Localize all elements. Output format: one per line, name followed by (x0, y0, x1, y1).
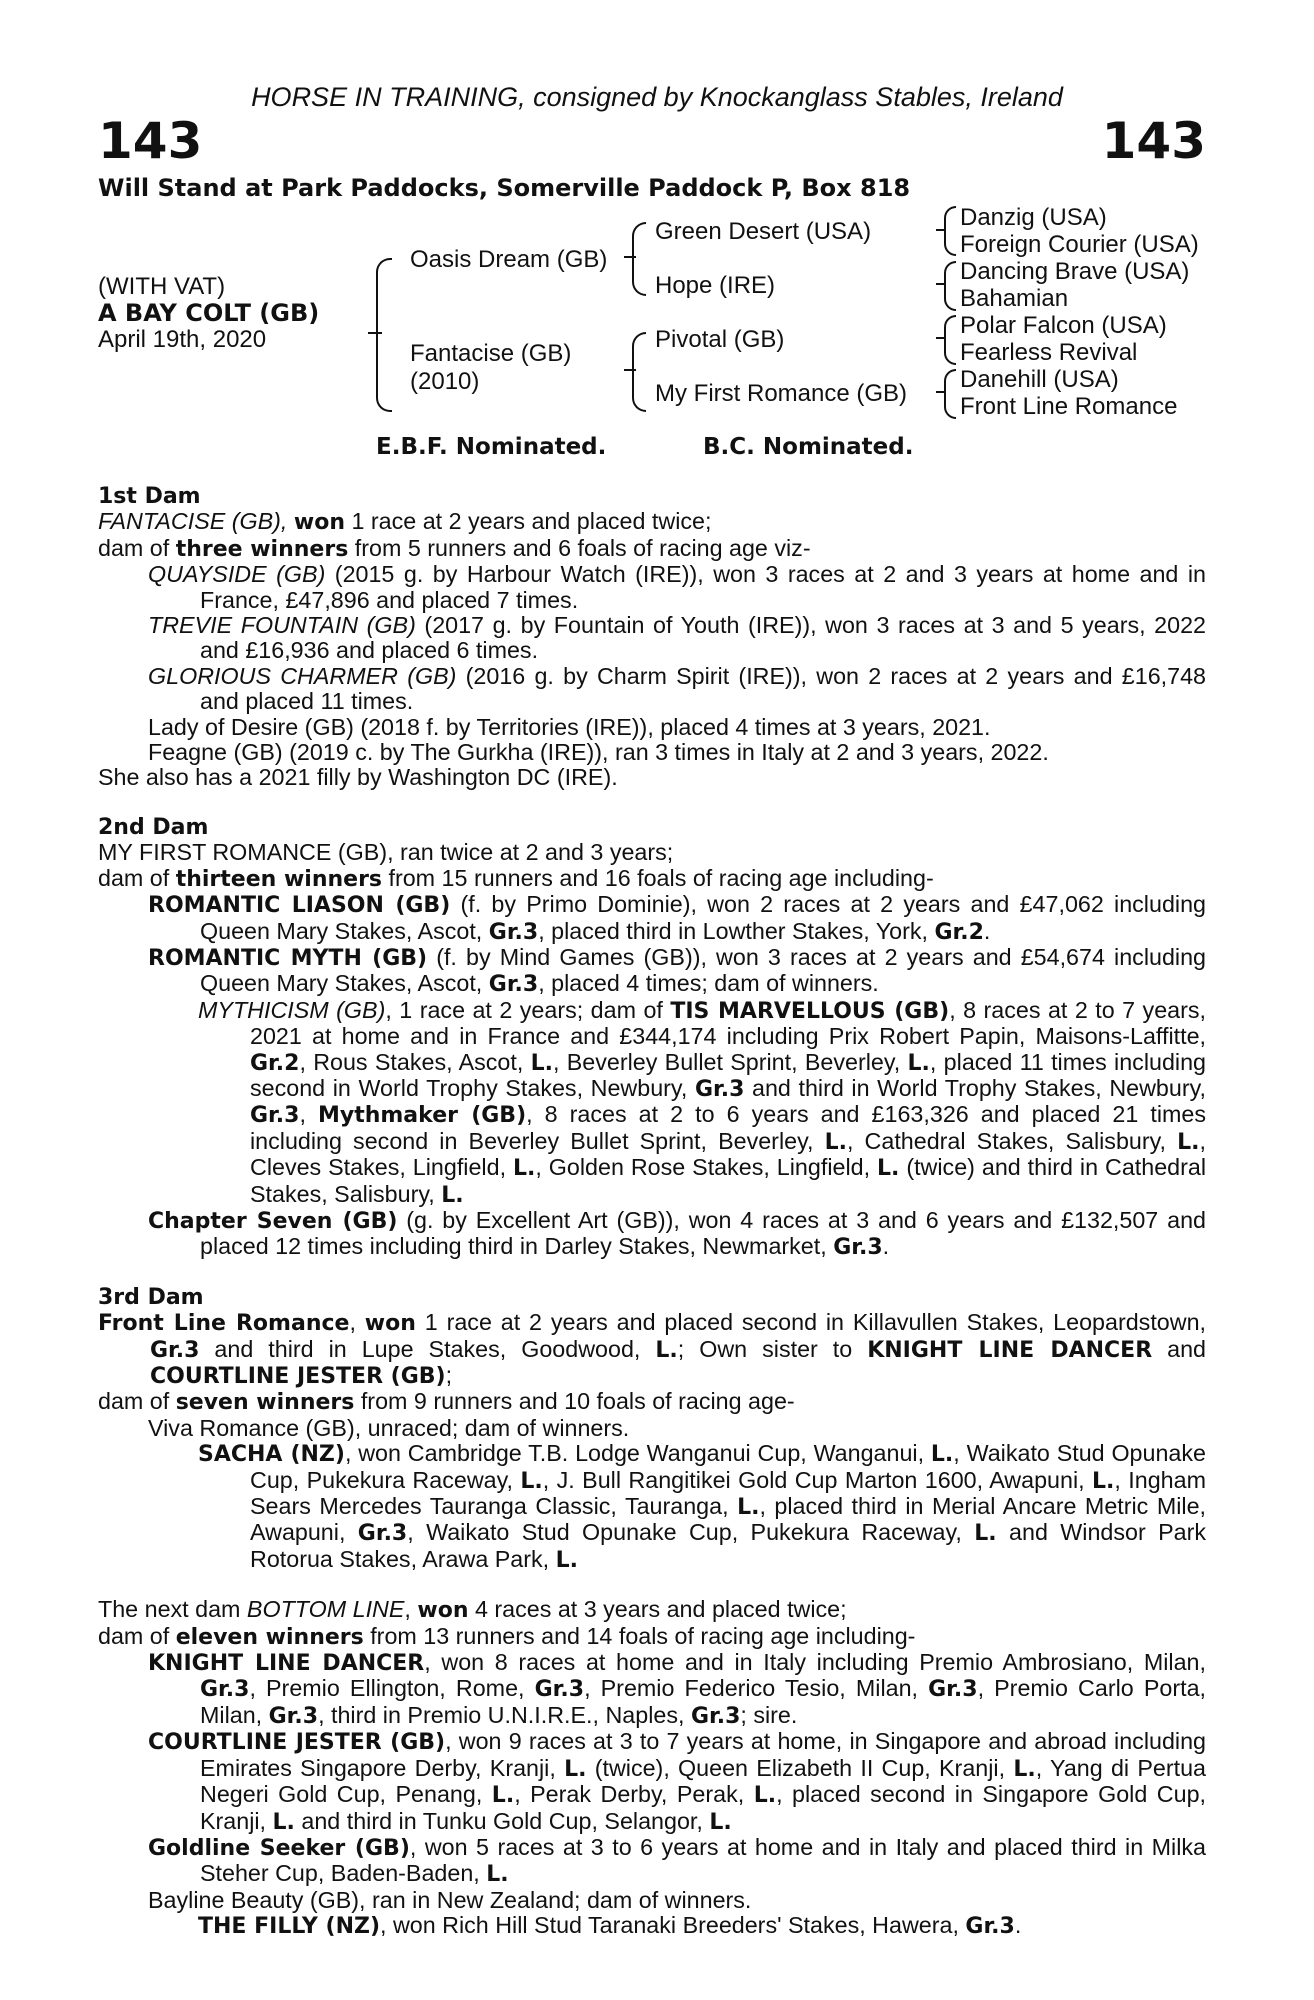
bracket-g3 (944, 315, 956, 365)
catalogue-header: HORSE IN TRAINING, consigned by Knockanglass Stables, Ireland (251, 82, 1063, 112)
bracket-tick (624, 256, 636, 258)
produce-entry: Feagne (GB) (2019 c. by The Gurkha (IRE)), ran 3 times in Italy at 2 and 3 years, 2022. (148, 739, 1049, 766)
dam-note: She also has a 2021 filly by Washington DC (IRE). (98, 764, 618, 791)
bracket-tick (624, 369, 636, 371)
ancestor-4: Bahamian (960, 285, 1069, 312)
lot-number-left: 143 (98, 112, 203, 170)
ancestor-6: Fearless Revival (960, 339, 1138, 366)
produce-entry: Goldline Seeker (GB), won 5 races at 3 to 6 years at home and in Italy and placed third in Milka Steher Cup, Baden-Baden, L. (148, 1833, 1206, 1888)
produce-entry: QUAYSIDE (GB) (2015 g. by Harbour Watch (IRE)), won 3 races at 2 and 3 years at home and in France, £47,896 and placed 7 times. (148, 561, 1206, 613)
bracket-tick (936, 283, 946, 285)
dam-sire: Pivotal (GB) (655, 326, 785, 353)
produce-entry: KNIGHT LINE DANCER, won 8 races at home and in Italy including Premio Ambrosiano, Milan, Gr.3, Premio Ellington, Rome, Gr.3, Premio Federico Tesio, Milan, Gr.3, Premio Carlo Porta, Milan, Gr.3, third in Premio U.N.I.R.E., Naples, Gr.3; sire. (148, 1649, 1206, 1729)
bracket-tick (936, 337, 946, 339)
produce-entry: Lady of Desire (GB) (2018 f. by Territories (IRE)), placed 4 times at 3 years, 2021. (148, 713, 991, 740)
sire-name: Oasis Dream (GB) (410, 246, 608, 273)
bracket-tick (936, 229, 946, 231)
dam-summary: Front Line Romance, won 1 race at 2 years and placed second in Killavullen Stakes, Leopardstown, Gr.3 and third in Lupe Stakes, Goodwood, L.; Own sister to KNIGHT LINE DANCER and COURTLINE JESTER (GB); (98, 1309, 1207, 1389)
fourth-dam-section (98, 1597, 1206, 1939)
ancestor-5: Polar Falcon (USA) (960, 312, 1167, 339)
bracket-dam-parents (632, 332, 646, 412)
ancestor-8: Front Line Romance (960, 393, 1178, 420)
dam-produce-summary: dam of seven winners from 9 runners and 10 foals of racing age- (98, 1388, 795, 1416)
bracket-tick (936, 391, 946, 393)
pedigree-notes (98, 484, 1206, 1940)
section-heading: 1st Dam (98, 484, 201, 509)
bracket-g1 (944, 206, 956, 256)
dam-year: (2010) (410, 368, 480, 395)
dam-summary: MY FIRST ROMANCE (GB), ran twice at 2 and 3 years; (98, 839, 674, 866)
bracket-sire-parents (632, 222, 646, 296)
dam-produce-summary: dam of three winners from 5 runners and 6 foals of racing age viz- (98, 534, 811, 562)
produce-entry: Viva Romance (GB), unraced; dam of winners. (148, 1414, 630, 1441)
produce-entry: COURTLINE JESTER (GB), won 9 races at 3 to 7 years at home, in Singapore and abroad including Emirates Singapore Derby, Kranji, L. (twice), Queen Elizabeth II Cup, Kranji, L., Yang di Pertua Negeri Gold Cup, Penang, L., Perak Derby, Perak, L., placed second in Singapore Gold Cup, Kranji, L. and third in Tunku Gold Cup, Selangor, L. (148, 1728, 1206, 1835)
first-dam-section (98, 484, 1206, 791)
produce-entry: GLORIOUS CHARMER (GB) (2016 g. by Charm Spirit (IRE)), won 2 races at 2 years and £16,748 and placed 11 times. (148, 662, 1206, 715)
ancestor-2: Foreign Courier (USA) (960, 231, 1199, 258)
section-heading: 2nd Dam (98, 814, 209, 840)
produce-entry: ROMANTIC LIASON (GB) (f. by Primo Dominie), won 2 races at 2 years and £47,062 including Queen Mary Stakes, Ascot, Gr.3, placed third in Lowther Stakes, York, Gr.2. (148, 891, 1206, 945)
ancestor-3: Dancing Brave (USA) (960, 258, 1190, 285)
dam-produce-summary: dam of eleven winners from 13 runners and 14 foals of racing age including- (98, 1622, 916, 1650)
lot-number-right: 143 (1101, 112, 1206, 170)
grand-produce-entry: MYTHICISM (GB), 1 race at 2 years; dam of TIS MARVELLOUS (GB), 8 races at 2 to 7 years, 2021 at home and in France and £344,174 including Prix Robert Papin, Maisons-Laffitte, Gr.2, Rous Stakes, Ascot, L., Beverley Bullet Sprint, Beverley, L., placed 11 times including second in World Trophy Stakes, Newbury, Gr.3 and third in World Trophy Stakes, Newbury, Gr.3, Mythmaker (GB), 8 races at 2 to 6 years and £163,326 and placed 21 times including second in Beverley Bullet Sprint, Beverley, L., Cathedral Stakes, Salisbury, L., Cleves Stakes, Lingfield, L., Golden Rose Stakes, Lingfield, L. (twice) and third in Cathedral Stakes, Salisbury, L. (198, 996, 1207, 1208)
dam-produce-summary: dam of thirteen winners from 15 runners and 16 foals of racing age including- (98, 864, 934, 892)
ancestor-7: Danehill (USA) (960, 366, 1119, 393)
third-dam-section (98, 1285, 1206, 1573)
produce-entry: TREVIE FOUNTAIN (GB) (2017 g. by Fountain of Youth (IRE)), won 3 races at 3 and 5 years, 2022 and £16,936 and placed 6 times. (148, 612, 1206, 664)
vat-note: (WITH VAT) (98, 273, 226, 300)
dam-summary: FANTACISE (GB), won 1 race at 2 years and placed twice; (98, 508, 712, 536)
ebf-nomination: E.B.F. Nominated. (376, 434, 607, 460)
produce-entry: ROMANTIC MYTH (GB) (f. by Mind Games (GB)), won 3 races at 2 years and £54,674 including Queen Mary Stakes, Ascot, Gr.3, placed 4 times; dam of winners. (148, 943, 1206, 998)
foaling-date: April 19th, 2020 (98, 326, 267, 353)
bc-nomination: B.C. Nominated. (703, 434, 914, 460)
ancestor-1: Danzig (USA) (960, 204, 1107, 231)
produce-entry: Chapter Seven (GB) (g. by Excellent Art (GB)), won 4 races at 3 and 6 years and £132,507 and placed 12 times including third in Darley Stakes, Newmarket, Gr.3. (148, 1206, 1206, 1261)
bracket-g4 (944, 369, 956, 419)
sire-sire: Green Desert (USA) (655, 218, 872, 245)
horse-name: A BAY COLT (GB) (98, 299, 320, 327)
section-heading: 3rd Dam (98, 1284, 204, 1310)
dam-name: Fantacise (GB) (410, 340, 572, 367)
dam-summary: The next dam BOTTOM LINE, won 4 races at 3 years and placed twice; (98, 1596, 847, 1624)
sire-dam: Hope (IRE) (655, 272, 776, 299)
bracket-tick (368, 332, 382, 334)
second-dam-section (98, 815, 1206, 1261)
stand-location: Will Stand at Park Paddocks, Somerville Paddock P, Box 818 (98, 174, 911, 202)
bracket-g2 (944, 261, 956, 311)
grand-produce-entry: THE FILLY (NZ), won Rich Hill Stud Taranaki Breeders' Stakes, Hawera, Gr.3. (198, 1912, 1022, 1940)
grand-produce-entry: SACHA (NZ), won Cambridge T.B. Lodge Wanganui Cup, Wanganui, L., Waikato Stud Opunake Cup, Pukekura Raceway, L., J. Bull Rangitikei Gold Cup Marton 1600, Awapuni, L., Ingham Sears Mercedes Tauranga Classic, Tauranga, L., placed third in Merial Ancare Metric Mile, Awapuni, Gr.3, Waikato Stud Opunake Cup, Pukekura Raceway, L. and Windsor Park Rotorua Stakes, Arawa Park, L. (198, 1440, 1207, 1573)
produce-entry: Bayline Beauty (GB), ran in New Zealand; dam of winners. (148, 1886, 752, 1913)
bracket-parents (376, 258, 392, 412)
dam-dam: My First Romance (GB) (655, 380, 908, 407)
